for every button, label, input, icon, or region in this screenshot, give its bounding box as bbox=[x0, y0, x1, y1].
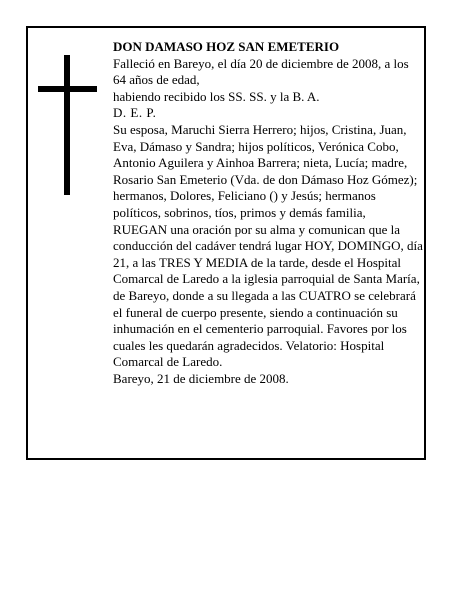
dep-line: D. E. P. bbox=[113, 105, 157, 121]
death-line: Falleció en Bareyo, el día 20 de diciembre de 2008, a los 64 años de edad, bbox=[113, 55, 409, 88]
cross-vertical-bar bbox=[64, 55, 70, 195]
request-paragraph: RUEGAN una oración por su alma y comunican que la conducción del cadáver tendrá lugar HOY, DOMINGO, día 21, a las TRES Y MEDIA de la tarde, desde el Hospital Comarcal de Laredo a la iglesia parroquial de Santa María, de Bareyo, donde a su llegada a las CUATRO se celebrará el funeral de cuerpo presente, siendo a continuación su inhumación en el cementerio parroquial. Favores por los cuales les quedarán agradecidos. Velatorio: Hospital Comarcal de Laredo. bbox=[113, 221, 423, 370]
cross-horizontal-bar bbox=[38, 86, 97, 92]
sacraments-line: habiendo recibido los SS. SS. y la B. A. bbox=[113, 88, 320, 104]
obituary-text bbox=[113, 39, 423, 387]
family-paragraph: Su esposa, Maruchi Sierra Herrero; hijos, Cristina, Juan, Eva, Dámaso y Sandra; hijos políticos, Verónica Cobo, Antonio Aguilera y Ainhoa Barrera; nieta, Lucía; madre, Rosario San Emeterio (Vda. de don Dámaso Hoz Gómez); hermanos, Dolores, Feliciano () y Jesús; hermanos políticos, sobrinos, tíos, primos y demás familia, bbox=[113, 121, 418, 220]
deceased-name: DON DAMASO HOZ SAN EMETERIO bbox=[113, 39, 340, 54]
date-place-line: Bareyo, 21 de diciembre de 2008. bbox=[113, 370, 289, 386]
